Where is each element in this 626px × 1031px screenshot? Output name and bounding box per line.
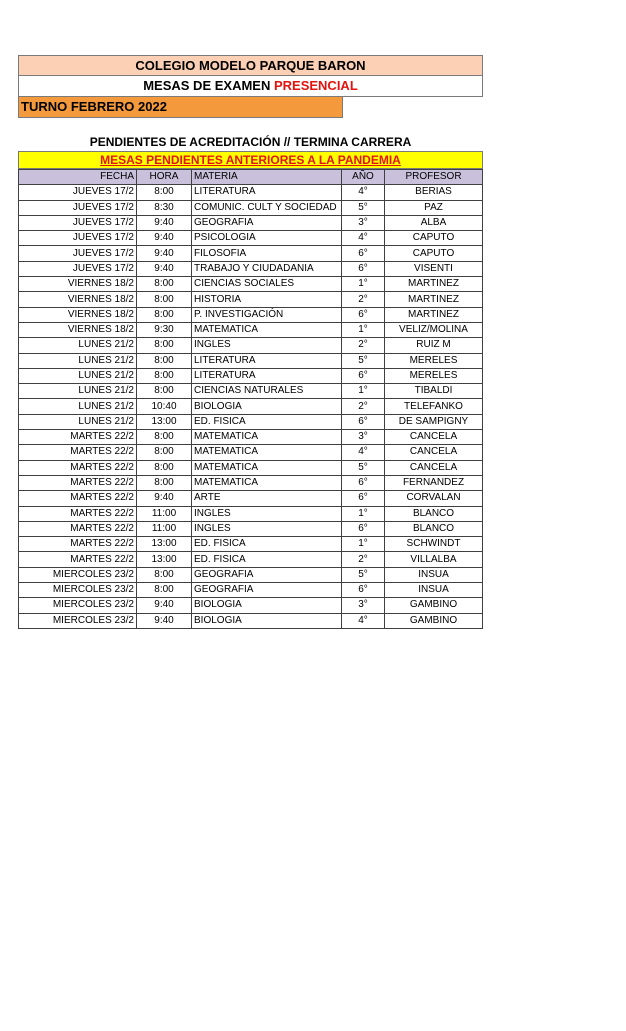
cell-anio: 3° [342,430,385,445]
cell-hora: 9:40 [137,613,192,628]
cell-profesor: MERELES [385,368,483,383]
table-row [19,307,483,322]
cell-profesor: INSUA [385,583,483,598]
cell-profesor: RUIZ M [385,338,483,353]
cell-fecha: JUEVES 17/2 [19,261,137,276]
table-row [19,552,483,567]
cell-fecha: LUNES 21/2 [19,353,137,368]
table-row [19,445,483,460]
cell-materia: HISTORIA [192,292,342,307]
subtitle-highlight: PRESENCIAL [273,78,358,93]
cell-anio: 2° [342,552,385,567]
cell-fecha: JUEVES 17/2 [19,215,137,230]
cell-profesor: FERNANDEZ [385,475,483,490]
cell-hora: 11:00 [137,506,192,521]
cell-materia: FILOSOFIA [192,246,342,261]
cell-hora: 9:40 [137,491,192,506]
cell-profesor: INSUA [385,567,483,582]
cell-hora: 10:40 [137,399,192,414]
cell-profesor: CAPUTO [385,246,483,261]
cell-anio: 4° [342,445,385,460]
cell-anio: 2° [342,399,385,414]
cell-hora: 9:40 [137,246,192,261]
cell-anio: 2° [342,338,385,353]
cell-fecha: MARTES 22/2 [19,491,137,506]
cell-anio: 6° [342,491,385,506]
cell-materia: P. INVESTIGACIÓN [192,307,342,322]
column-header-profesor: PROFESOR [385,170,483,185]
cell-materia: MATEMATICA [192,460,342,475]
cell-fecha: LUNES 21/2 [19,399,137,414]
cell-anio: 2° [342,292,385,307]
cell-anio: 5° [342,353,385,368]
cell-fecha: MARTES 22/2 [19,506,137,521]
cell-materia: LITERATURA [192,368,342,383]
cell-fecha: MARTES 22/2 [19,430,137,445]
cell-profesor: TIBALDI [385,384,483,399]
cell-anio: 4° [342,613,385,628]
cell-materia: GEOGRAFIA [192,567,342,582]
cell-hora: 13:00 [137,414,192,429]
cell-profesor: BLANCO [385,521,483,536]
cell-profesor: GAMBINO [385,613,483,628]
cell-profesor: CAPUTO [385,231,483,246]
cell-hora: 8:00 [137,445,192,460]
cell-profesor: VILLALBA [385,552,483,567]
cell-materia: GEOGRAFIA [192,583,342,598]
cell-profesor: PAZ [385,200,483,215]
turno-label: TURNO FEBRERO 2022 [18,97,343,118]
cell-anio: 1° [342,506,385,521]
cell-fecha: VIERNES 18/2 [19,307,137,322]
cell-hora: 8:00 [137,430,192,445]
cell-anio: 3° [342,215,385,230]
cell-anio: 5° [342,567,385,582]
cell-fecha: MARTES 22/2 [19,445,137,460]
column-header-anio: AÑO [342,170,385,185]
cell-hora: 8:00 [137,567,192,582]
cell-fecha: MIERCOLES 23/2 [19,598,137,613]
cell-profesor: CANCELA [385,445,483,460]
cell-profesor: CANCELA [385,430,483,445]
cell-profesor: ALBA [385,215,483,230]
cell-materia: BIOLOGIA [192,598,342,613]
subtitle-prefix: MESAS DE EXAMEN [143,78,274,93]
cell-hora: 8:00 [137,277,192,292]
cell-hora: 8:30 [137,200,192,215]
cell-materia: MATEMATICA [192,322,342,337]
cell-hora: 8:00 [137,307,192,322]
cell-hora: 9:40 [137,598,192,613]
cell-anio: 6° [342,475,385,490]
column-header-hora: HORA [137,170,192,185]
cell-fecha: MARTES 22/2 [19,552,137,567]
cell-anio: 6° [342,246,385,261]
cell-anio: 1° [342,537,385,552]
cell-fecha: MIERCOLES 23/2 [19,567,137,582]
cell-anio: 6° [342,583,385,598]
cell-fecha: JUEVES 17/2 [19,231,137,246]
table-row [19,460,483,475]
school-title: COLEGIO MODELO PARQUE BARON [18,55,483,76]
cell-profesor: VISENTI [385,261,483,276]
cell-hora: 13:00 [137,537,192,552]
cell-anio: 3° [342,598,385,613]
cell-materia: INGLES [192,521,342,536]
table-row [19,506,483,521]
cell-anio: 1° [342,322,385,337]
cell-anio: 6° [342,521,385,536]
exam-subtitle [18,76,483,97]
cell-materia: PSICOLOGIA [192,231,342,246]
cell-anio: 4° [342,185,385,200]
cell-fecha: LUNES 21/2 [19,384,137,399]
table-row [19,231,483,246]
cell-materia: GEOGRAFIA [192,215,342,230]
cell-hora: 8:00 [137,292,192,307]
cell-hora: 8:00 [137,384,192,399]
cell-fecha: VIERNES 18/2 [19,277,137,292]
pandemic-banner: MESAS PENDIENTES ANTERIORES A LA PANDEMIA [18,151,483,169]
cell-materia: ED. FISICA [192,414,342,429]
cell-materia: MATEMATICA [192,445,342,460]
cell-materia: INGLES [192,338,342,353]
table-header-row [19,170,483,185]
table-row [19,215,483,230]
column-header-fecha: FECHA [19,170,137,185]
table-row [19,338,483,353]
cell-fecha: LUNES 21/2 [19,414,137,429]
cell-profesor: CANCELA [385,460,483,475]
cell-materia: TRABAJO Y CIUDADANIA [192,261,342,276]
cell-profesor: SCHWINDT [385,537,483,552]
table-row [19,185,483,200]
cell-anio: 1° [342,384,385,399]
column-header-materia: MATERIA [192,170,342,185]
table-row [19,414,483,429]
cell-materia: CIENCIAS SOCIALES [192,277,342,292]
cell-hora: 8:00 [137,583,192,598]
cell-anio: 1° [342,277,385,292]
cell-materia: ARTE [192,491,342,506]
cell-materia: COMUNIC. CULT Y SOCIEDAD [192,200,342,215]
table-row [19,491,483,506]
section-title: PENDIENTES DE ACREDITACIÓN // TERMINA CARRERA [89,135,412,149]
table-row [19,475,483,490]
cell-profesor: MERELES [385,353,483,368]
table-row [19,598,483,613]
cell-materia: ED. FISICA [192,552,342,567]
cell-anio: 5° [342,200,385,215]
table-row [19,261,483,276]
cell-fecha: MARTES 22/2 [19,460,137,475]
cell-hora: 8:00 [137,475,192,490]
cell-hora: 8:00 [137,460,192,475]
table-row [19,567,483,582]
exam-table [18,169,483,629]
table-row [19,292,483,307]
cell-materia: ED. FISICA [192,537,342,552]
cell-fecha: MARTES 22/2 [19,537,137,552]
cell-anio: 4° [342,231,385,246]
cell-fecha: VIERNES 18/2 [19,292,137,307]
cell-hora: 8:00 [137,185,192,200]
table-row [19,368,483,383]
cell-anio: 6° [342,414,385,429]
cell-fecha: MIERCOLES 23/2 [19,583,137,598]
cell-fecha: VIERNES 18/2 [19,322,137,337]
cell-hora: 9:40 [137,215,192,230]
table-row [19,399,483,414]
cell-hora: 8:00 [137,353,192,368]
cell-fecha: MIERCOLES 23/2 [19,613,137,628]
table-row [19,613,483,628]
cell-materia: MATEMATICA [192,430,342,445]
cell-fecha: MARTES 22/2 [19,521,137,536]
cell-hora: 9:40 [137,261,192,276]
cell-profesor: VELIZ/MOLINA [385,322,483,337]
table-row [19,246,483,261]
cell-hora: 8:00 [137,338,192,353]
cell-profesor: BLANCO [385,506,483,521]
cell-fecha: LUNES 21/2 [19,338,137,353]
cell-fecha: JUEVES 17/2 [19,185,137,200]
cell-profesor: TELEFANKO [385,399,483,414]
table-row [19,537,483,552]
cell-profesor: MARTINEZ [385,277,483,292]
cell-materia: BIOLOGIA [192,399,342,414]
cell-materia: MATEMATICA [192,475,342,490]
cell-anio: 6° [342,261,385,276]
table-row [19,277,483,292]
cell-fecha: LUNES 21/2 [19,368,137,383]
table-row [19,322,483,337]
cell-anio: 6° [342,307,385,322]
cell-anio: 6° [342,368,385,383]
cell-materia: LITERATURA [192,353,342,368]
cell-profesor: BERIAS [385,185,483,200]
cell-profesor: GAMBINO [385,598,483,613]
table-row [19,583,483,598]
cell-hora: 8:00 [137,368,192,383]
cell-materia: BIOLOGIA [192,613,342,628]
cell-materia: INGLES [192,506,342,521]
cell-profesor: CORVALAN [385,491,483,506]
cell-fecha: MARTES 22/2 [19,475,137,490]
cell-anio: 5° [342,460,385,475]
cell-fecha: JUEVES 17/2 [19,246,137,261]
cell-materia: LITERATURA [192,185,342,200]
table-row [19,353,483,368]
table-row [19,521,483,536]
cell-materia: CIENCIAS NATURALES [192,384,342,399]
table-row [19,200,483,215]
cell-profesor: DE SAMPIGNY [385,414,483,429]
cell-profesor: MARTINEZ [385,307,483,322]
table-row [19,384,483,399]
cell-fecha: JUEVES 17/2 [19,200,137,215]
cell-hora: 13:00 [137,552,192,567]
cell-hora: 9:40 [137,231,192,246]
cell-hora: 11:00 [137,521,192,536]
cell-profesor: MARTINEZ [385,292,483,307]
table-row [19,430,483,445]
cell-hora: 9:30 [137,322,192,337]
